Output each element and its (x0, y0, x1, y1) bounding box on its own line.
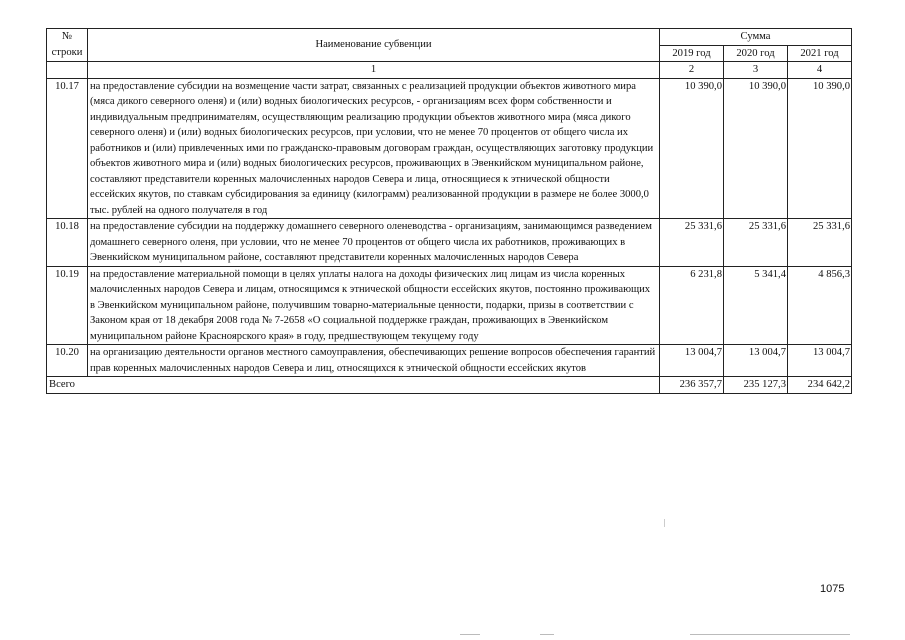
amount-2021: 25 331,6 (788, 219, 852, 267)
total-row (47, 377, 852, 394)
subvention-description: на организацию деятельности органов местного самоуправления, обеспечивающих решение вопросов обеспечения гарантий прав коренных малочисленных народов Севера и лиц, относящихся к этнической общности ессейских якутов (88, 345, 660, 377)
year-header-2019: 2019 год (660, 45, 724, 62)
column-index-row (47, 62, 852, 79)
amount-2020: 25 331,6 (724, 219, 788, 267)
amount-2019: 25 331,6 (660, 219, 724, 267)
row-number: 10.18 (47, 219, 88, 267)
amount-2021: 13 004,7 (788, 345, 852, 377)
row-number-header-bottom: строки (51, 46, 83, 58)
row-number: 10.20 (47, 345, 88, 377)
total-2020: 235 127,3 (724, 377, 788, 394)
scan-artifact (690, 634, 850, 635)
subvention-description: на предоставление субсидии на возмещение части затрат, связанных с реализацией продукции объектов животного мира (мяса дикого северного оленя) и (или) водных биологических ресурсов, - организациям всех форм собственности и индивидуальным предпринимателям, осуществляющим реализацию продукции объектов животного мира (мяса дикого северного оленя) и (или) водных биологических ресурсов, при условии, что не менее 70 процентов от общего числа их работников и (или) привлеченных ими по гражданско-правовым договорам граждан, осуществляющих заготовку продукции объектов животного мира и (или) водных биологических ресурсов, проживающих в Эвенкийском муниципальном районе, составляют представители коренных малочисленных народов Севера и лица, относящиеся к этнической общности ессейских якутов, по ставкам субсидирования за единицу (килограмм) реализованной продукции в размере не более 3000,0 тыс. рублей на одного получателя в год (88, 78, 660, 219)
subventions-table (46, 28, 852, 394)
subvention-description: на предоставление субсидии на поддержку домашнего северного оленеводства - организациям, занимающимся разведением домашнего северного оленя, при условии, что не менее 70 процентов от общего числа их работников, проживающих в Эвенкийском муниципальном районе, составляют представители коренных малочисленных народов Севера (88, 219, 660, 267)
year-header-2021: 2021 год (788, 45, 852, 62)
amount-2020: 10 390,0 (724, 78, 788, 219)
amount-2019: 10 390,0 (660, 78, 724, 219)
amount-2020: 5 341,4 (724, 266, 788, 345)
page-number: 1075 (820, 583, 845, 595)
row-number: 10.17 (47, 78, 88, 219)
column-index-2: 2 (660, 62, 724, 79)
scan-artifact (540, 634, 554, 635)
subvention-name-header: Наименование субвенции (88, 29, 660, 62)
column-index-1: 1 (88, 62, 660, 79)
row-number-header-top: № (61, 31, 73, 42)
row-number-header (47, 29, 88, 62)
total-2019: 236 357,7 (660, 377, 724, 394)
table-row (47, 219, 852, 267)
row-number: 10.19 (47, 266, 88, 345)
amount-2019: 6 231,8 (660, 266, 724, 345)
amount-2019: 13 004,7 (660, 345, 724, 377)
amount-2021: 10 390,0 (788, 78, 852, 219)
year-header-2020: 2020 год (724, 45, 788, 62)
column-index-empty (47, 62, 88, 79)
amount-2021: 4 856,3 (788, 266, 852, 345)
total-label: Всего (47, 377, 660, 394)
table-row (47, 345, 852, 377)
amount-2020: 13 004,7 (724, 345, 788, 377)
column-index-3: 3 (724, 62, 788, 79)
subvention-description: на предоставление материальной помощи в целях уплаты налога на доходы физических лиц лицам из числа коренных малочисленных народов Севера и лицам, относящимся к этнической общности ессейских якутов, постоянно проживающих в Эвенкийском муниципальном районе, получившим товарно-материальные ценности, подарки, призы в соответствии с Законом края от 18 декабря 2008 года № 7-2658 «О социальной поддержке граждан, проживающих в Эвенкийском муниципальном районе Красноярского края» в году, предшествующем текущему году (88, 266, 660, 345)
table-row (47, 266, 852, 345)
sum-header: Сумма (660, 29, 852, 46)
column-index-4: 4 (788, 62, 852, 79)
scan-artifact (664, 519, 665, 527)
scan-artifact (460, 634, 480, 635)
table-row (47, 78, 852, 219)
header-row-1 (47, 29, 852, 46)
total-2021: 234 642,2 (788, 377, 852, 394)
